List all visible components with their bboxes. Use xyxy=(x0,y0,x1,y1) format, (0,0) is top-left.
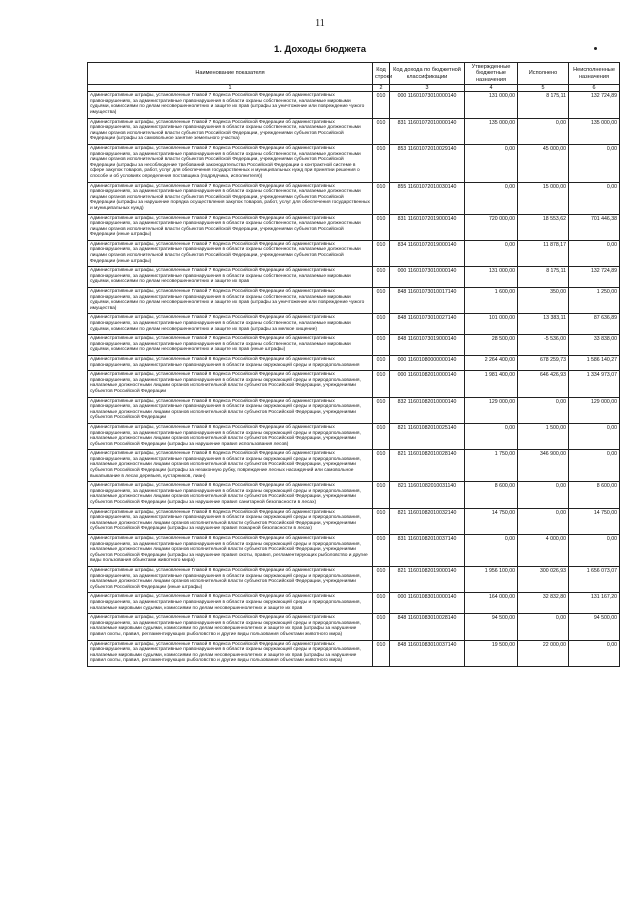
row-income-code: 848 11601073019000140 xyxy=(390,335,465,356)
table-row xyxy=(88,335,620,356)
table-row xyxy=(88,482,620,508)
row-unexecuted: 1 586 140,27 xyxy=(569,355,620,370)
row-name: Административные штрафы, установленные Главой 7 Кодекса Российской Федерации об административных правонарушениях, за административные правонарушения в области охраны собственности, налагаемые должностными лицами органов исполнительной власти субъектов Российской Федерации, учреждениями субъектов Российской Федерации (иные штрафы) xyxy=(88,240,373,266)
row-income-code: 831 11601072019000140 xyxy=(390,214,465,240)
row-executed: 8 175,11 xyxy=(518,267,569,288)
row-name: Административные штрафы, установленные Главой 8 Кодекса Российской Федерации об административных правонарушениях, за административные правонарушения в области охраны окружающей среды и природопользования, налагаемые должностными лицами органов исполнительной власти субъектов Российской Федерации, учреждениями субъектов Российской Федерации (иные штрафы) xyxy=(88,566,373,592)
row-executed: 0,00 xyxy=(518,118,569,144)
row-name: Административные штрафы, установленные Главой 8 Кодекса Российской Федерации об административных правонарушениях, за административные правонарушения в области охраны окружающей среды и природопользования, налагаемые должностными лицами органов исполнительной власти субъектов Российской Федерации, учреждениями субъектов Российской Федерации (штрафы за нарушение правил охоты, правил, регламентирующих рыболовство и другие виды пользования объектами животного мира) xyxy=(88,535,373,567)
table-row xyxy=(88,423,620,449)
table-row xyxy=(88,182,620,214)
row-unexecuted: 132 724,89 xyxy=(569,267,620,288)
table-row xyxy=(88,397,620,423)
row-approved: 0,00 xyxy=(465,423,518,449)
page-number: 11 xyxy=(315,18,325,29)
row-unexecuted: 14 750,00 xyxy=(569,508,620,534)
table-row xyxy=(88,355,620,370)
row-unexecuted: 131 167,20 xyxy=(569,593,620,614)
row-unexecuted: 0,00 xyxy=(569,240,620,266)
table-row xyxy=(88,593,620,614)
table-row xyxy=(88,371,620,397)
row-name: Административные штрафы, установленные Главой 8 Кодекса Российской Федерации об административных правонарушениях, за административные правонарушения в области охраны окружающей среды и природопользования, налагаемые мировыми судьями, комиссиями по делам несовершеннолетних и защите их прав (штрафы за нарушение правил охоты, правил, регламентирующих рыболовство и другие виды пользования объектами животного мира) xyxy=(88,640,373,666)
row-executed: 0,00 xyxy=(518,397,569,423)
row-name: Административные штрафы, установленные Главой 8 Кодекса Российской Федерации об административных правонарушениях, за административные правонарушения в области охраны окружающей среды и природопользования, налагаемые мировыми судьями, комиссиями по делам несовершеннолетних и защите их прав (штрафы за нарушение правил охоты, правил, регламентирующих рыболовство и другие виды пользования объектами животного мира) xyxy=(88,614,373,640)
header-approved: Утвержденные бюджетные назначения xyxy=(465,63,518,85)
row-approved: 1 750,00 xyxy=(465,450,518,482)
row-executed: 646 426,93 xyxy=(518,371,569,397)
row-unexecuted: 0,00 xyxy=(569,535,620,567)
row-income-code: 848 11601083010037140 xyxy=(390,640,465,666)
table-row xyxy=(88,118,620,144)
row-name: Административные штрафы, установленные Главой 8 Кодекса Российской Федерации об административных правонарушениях, за административные правонарушения в области охраны окружающей среды и природопользования, налагаемые должностными лицами органов исполнительной власти субъектов Российской Федерации, учреждениями субъектов Российской Федерации xyxy=(88,397,373,423)
row-income-code: 821 11601082010031140 xyxy=(390,482,465,508)
row-unexecuted: 701 446,38 xyxy=(569,214,620,240)
row-approved: 0,00 xyxy=(465,144,518,182)
row-line-code: 010 xyxy=(373,593,390,614)
row-line-code: 010 xyxy=(373,118,390,144)
row-executed: 32 832,80 xyxy=(518,593,569,614)
row-line-code: 010 xyxy=(373,92,390,118)
column-index-row xyxy=(88,85,620,92)
row-line-code: 010 xyxy=(373,144,390,182)
row-income-code: 834 11601072019000140 xyxy=(390,240,465,266)
row-executed: 13 383,11 xyxy=(518,314,569,335)
row-line-code: 010 xyxy=(373,640,390,666)
row-income-code: 821 11601082010032140 xyxy=(390,508,465,534)
table-row xyxy=(88,214,620,240)
row-executed: 1 500,00 xyxy=(518,423,569,449)
column-index: 4 xyxy=(465,85,518,92)
table-row xyxy=(88,267,620,288)
header-unexecuted: Неисполненные назначения xyxy=(569,63,620,85)
row-income-code: 000 11601073010000140 xyxy=(390,267,465,288)
row-approved: 131 000,00 xyxy=(465,267,518,288)
row-approved: 164 000,00 xyxy=(465,593,518,614)
row-name: Административные штрафы, установленные Главой 7 Кодекса Российской Федерации об административных правонарушениях, за административные правонарушения в области охраны собственности, налагаемые должностными лицами органов исполнительной власти субъектов Российской Федерации, учреждениями субъектов Российской Федерации (штрафы за нарушение порядка осуществления закупок товаров, работ, услуг для обеспечения государственных и муниципальных нужд) xyxy=(88,182,373,214)
table-row xyxy=(88,450,620,482)
row-executed: 15 000,00 xyxy=(518,182,569,214)
row-approved: 720 000,00 xyxy=(465,214,518,240)
row-income-code: 853 11601072010029140 xyxy=(390,144,465,182)
column-index: 1 xyxy=(88,85,373,92)
row-name: Административные штрафы, установленные Главой 7 Кодекса Российской Федерации об административных правонарушениях, за административные правонарушения в области охраны собственности, налагаемые мировыми судьями, комиссиями по делам несовершеннолетних и защите их прав (штрафы за уничтожение или повреждение чужого имущества) xyxy=(88,288,373,314)
row-income-code: 831 11601082010037140 xyxy=(390,535,465,567)
row-approved: 0,00 xyxy=(465,240,518,266)
row-line-code: 010 xyxy=(373,288,390,314)
row-unexecuted: 129 000,00 xyxy=(569,397,620,423)
row-income-code: 000 11601080000000140 xyxy=(390,355,465,370)
row-approved: 0,00 xyxy=(465,535,518,567)
row-name: Административные штрафы, установленные Главой 7 Кодекса Российской Федерации об административных правонарушениях, за административные правонарушения в области охраны собственности, налагаемые должностными лицами органов исполнительной власти субъектов Российской Федерации, учреждениями субъектов Российской Федерации (иные штрафы) xyxy=(88,214,373,240)
row-unexecuted: 0,00 xyxy=(569,450,620,482)
row-name: Административные штрафы, установленные Главой 8 Кодекса Российской Федерации об административных правонарушениях, за административные правонарушения в области охраны окружающей среды и природопользования, налагаемые должностными лицами органов исполнительной власти субъектов Российской Федерации, учреждениями субъектов Российской Федерации (штрафы за незаконную рубку, повреждение лесных насаждений или самовольное выкапывание в лесах деревьев, кустарников, лиан) xyxy=(88,450,373,482)
row-executed: 300 026,93 xyxy=(518,566,569,592)
row-line-code: 010 xyxy=(373,450,390,482)
row-name: Административные штрафы, установленные Главой 8 Кодекса Российской Федерации об административных правонарушениях, за административные правонарушения в области охраны окружающей среды и природопользования xyxy=(88,355,373,370)
row-unexecuted: 132 724,89 xyxy=(569,92,620,118)
row-income-code: 832 11601082010000140 xyxy=(390,397,465,423)
table-row xyxy=(88,566,620,592)
row-approved: 0,00 xyxy=(465,182,518,214)
row-name: Административные штрафы, установленные Главой 8 Кодекса Российской Федерации об административных правонарушениях, за административные правонарушения в области охраны окружающей среды и природопользования, налагаемые должностными лицами органов исполнительной власти субъектов Российской Федерации, учреждениями субъектов Российской Федерации (штрафы за нарушение правил использования лесов) xyxy=(88,423,373,449)
row-unexecuted: 94 500,00 xyxy=(569,614,620,640)
row-executed: 45 000,00 xyxy=(518,144,569,182)
row-approved: 129 000,00 xyxy=(465,397,518,423)
table-row xyxy=(88,240,620,266)
row-name: Административные штрафы, установленные Главой 8 Кодекса Российской Федерации об административных правонарушениях, за административные правонарушения в области охраны окружающей среды и природопользования, налагаемые должностными лицами органов исполнительной власти субъектов Российской Федерации, учреждениями субъектов Российской Федерации (штрафы за нарушение правил санитарной безопасности в лесах) xyxy=(88,482,373,508)
row-line-code: 010 xyxy=(373,397,390,423)
row-unexecuted: 1 334 973,07 xyxy=(569,371,620,397)
row-name: Административные штрафы, установленные Главой 8 Кодекса Российской Федерации об административных правонарушениях, за административные правонарушения в области охраны окружающей среды и природопользования, налагаемые должностными лицами органов исполнительной власти субъектов Российской Федерации, учреждениями субъектов Российской Федерации xyxy=(88,371,373,397)
header-executed: Исполнено xyxy=(518,63,569,85)
row-unexecuted: 0,00 xyxy=(569,182,620,214)
row-line-code: 010 xyxy=(373,371,390,397)
row-income-code: 821 11601082019000140 xyxy=(390,566,465,592)
row-executed: 350,00 xyxy=(518,288,569,314)
table-row xyxy=(88,508,620,534)
row-name: Административные штрафы, установленные Главой 7 Кодекса Российской Федерации об административных правонарушениях, за административные правонарушения в области охраны собственности, налагаемые должностными лицами органов исполнительной власти субъектов Российской Федерации, учреждениями субъектов Российской Федерации (штрафы за несоблюдение требований законодательства Российской Федерации о контрактной системе в сфере закупок товаров, работ, услуг для обеспечения государственных и муниципальных нужд при принятии решения о способе и об условиях определения поставщика (подрядчика, исполнителя)) xyxy=(88,144,373,182)
row-executed: 678 259,73 xyxy=(518,355,569,370)
section-title: 1. Доходы бюджета xyxy=(273,44,367,55)
row-unexecuted: 0,00 xyxy=(569,423,620,449)
header-income-code: Код дохода по бюджетной классификации xyxy=(390,63,465,85)
row-income-code: 848 11601073010017140 xyxy=(390,288,465,314)
row-unexecuted: 0,00 xyxy=(569,144,620,182)
table-row xyxy=(88,288,620,314)
row-name: Административные штрафы, установленные Главой 7 Кодекса Российской Федерации об административных правонарушениях, за административные правонарушения в области охраны собственности, налагаемые мировыми судьями, комиссиями по делам несовершеннолетних и защите их прав xyxy=(88,267,373,288)
row-line-code: 010 xyxy=(373,335,390,356)
row-unexecuted: 87 636,89 xyxy=(569,314,620,335)
row-name: Административные штрафы, установленные Главой 8 Кодекса Российской Федерации об административных правонарушениях, за административные правонарушения в области охраны окружающей среды и природопользования, налагаемые должностными лицами органов исполнительной власти субъектов Российской Федерации, учреждениями субъектов Российской Федерации (штрафы за нарушение правил пожарной безопасности в лесах) xyxy=(88,508,373,534)
row-line-code: 010 xyxy=(373,214,390,240)
row-line-code: 010 xyxy=(373,314,390,335)
row-executed: 346 900,00 xyxy=(518,450,569,482)
row-approved: 2 264 400,00 xyxy=(465,355,518,370)
budget-income-table xyxy=(87,62,620,667)
row-income-code: 855 11601072010030140 xyxy=(390,182,465,214)
row-approved: 101 000,00 xyxy=(465,314,518,335)
column-index: 6 xyxy=(569,85,620,92)
row-line-code: 010 xyxy=(373,482,390,508)
table-row xyxy=(88,144,620,182)
table-row xyxy=(88,92,620,118)
row-unexecuted: 1 250,00 xyxy=(569,288,620,314)
row-line-code: 010 xyxy=(373,508,390,534)
table-row xyxy=(88,640,620,666)
row-executed: 4 000,00 xyxy=(518,535,569,567)
table-row xyxy=(88,614,620,640)
row-executed: 8 175,11 xyxy=(518,92,569,118)
row-unexecuted: 33 838,00 xyxy=(569,335,620,356)
row-executed: -5 536,00 xyxy=(518,335,569,356)
row-approved: 8 600,00 xyxy=(465,482,518,508)
row-income-code: 000 11601082010000140 xyxy=(390,371,465,397)
column-index: 5 xyxy=(518,85,569,92)
table-header-row xyxy=(88,63,620,85)
table-row xyxy=(88,535,620,567)
row-line-code: 010 xyxy=(373,566,390,592)
row-line-code: 010 xyxy=(373,355,390,370)
header-line-code: Код строки xyxy=(373,63,390,85)
row-approved: 28 500,00 xyxy=(465,335,518,356)
column-index: 3 xyxy=(390,85,465,92)
row-line-code: 010 xyxy=(373,182,390,214)
scan-speck xyxy=(594,47,597,50)
row-income-code: 831 11601072010000140 xyxy=(390,118,465,144)
row-income-code: 821 11601082010028140 xyxy=(390,450,465,482)
row-unexecuted: 8 600,00 xyxy=(569,482,620,508)
row-name: Административные штрафы, установленные Главой 7 Кодекса Российской Федерации об административных правонарушениях, за административные правонарушения в области охраны собственности, налагаемые должностными лицами органов исполнительной власти субъектов Российской Федерации, учреждениями субъектов Российской Федерации (штрафы за самовольное занятие земельного участка) xyxy=(88,118,373,144)
row-line-code: 010 xyxy=(373,614,390,640)
row-income-code: 821 11601082010025140 xyxy=(390,423,465,449)
row-approved: 94 500,00 xyxy=(465,614,518,640)
table-row xyxy=(88,314,620,335)
column-index: 2 xyxy=(373,85,390,92)
row-income-code: 848 11601083010028140 xyxy=(390,614,465,640)
row-name: Административные штрафы, установленные Главой 7 Кодекса Российской Федерации об административных правонарушениях, за административные правонарушения в области охраны собственности, налагаемые мировыми судьями, комиссиями по делам несовершеннолетних и защите их прав (штрафы за мелкое хищение) xyxy=(88,314,373,335)
row-approved: 1 981 400,00 xyxy=(465,371,518,397)
row-approved: 131 000,00 xyxy=(465,92,518,118)
row-line-code: 010 xyxy=(373,535,390,567)
row-approved: 14 750,00 xyxy=(465,508,518,534)
row-unexecuted: 135 000,00 xyxy=(569,118,620,144)
row-income-code: 848 11601073010027140 xyxy=(390,314,465,335)
row-approved: 135 000,00 xyxy=(465,118,518,144)
row-executed: 0,00 xyxy=(518,482,569,508)
row-executed: 22 000,00 xyxy=(518,640,569,666)
row-approved: 1 956 100,00 xyxy=(465,566,518,592)
row-name: Административные штрафы, установленные Главой 7 Кодекса Российской Федерации об административных правонарушениях, за административные правонарушения в области охраны собственности, налагаемые мировыми судьями, комиссиями по делам несовершеннолетних и защите их прав (штрафы за уничтожение или повреждение чужого имущества) xyxy=(88,92,373,118)
row-executed: 0,00 xyxy=(518,614,569,640)
row-executed: 18 553,62 xyxy=(518,214,569,240)
row-name: Административные штрафы, установленные Главой 7 Кодекса Российской Федерации об административных правонарушениях, за административные правонарушения в области охраны собственности, налагаемые мировыми судьями, комиссиями по делам несовершеннолетних и защите их прав (иные штрафы) xyxy=(88,335,373,356)
row-income-code: 000 11601083010000140 xyxy=(390,593,465,614)
row-line-code: 010 xyxy=(373,423,390,449)
header-name: Наименование показателя xyxy=(88,63,373,85)
row-approved: 1 600,00 xyxy=(465,288,518,314)
row-executed: 0,00 xyxy=(518,508,569,534)
row-executed: 11 878,17 xyxy=(518,240,569,266)
row-income-code: 000 11601073010000140 xyxy=(390,92,465,118)
row-name: Административные штрафы, установленные Главой 8 Кодекса Российской Федерации об административных правонарушениях, за административные правонарушения в области охраны окружающей среды и природопользования, налагаемые мировыми судьями, комиссиями по делам несовершеннолетних и защите их прав xyxy=(88,593,373,614)
row-line-code: 010 xyxy=(373,267,390,288)
row-line-code: 010 xyxy=(373,240,390,266)
row-unexecuted: 1 656 073,07 xyxy=(569,566,620,592)
row-unexecuted: 0,00 xyxy=(569,640,620,666)
row-approved: 19 500,00 xyxy=(465,640,518,666)
